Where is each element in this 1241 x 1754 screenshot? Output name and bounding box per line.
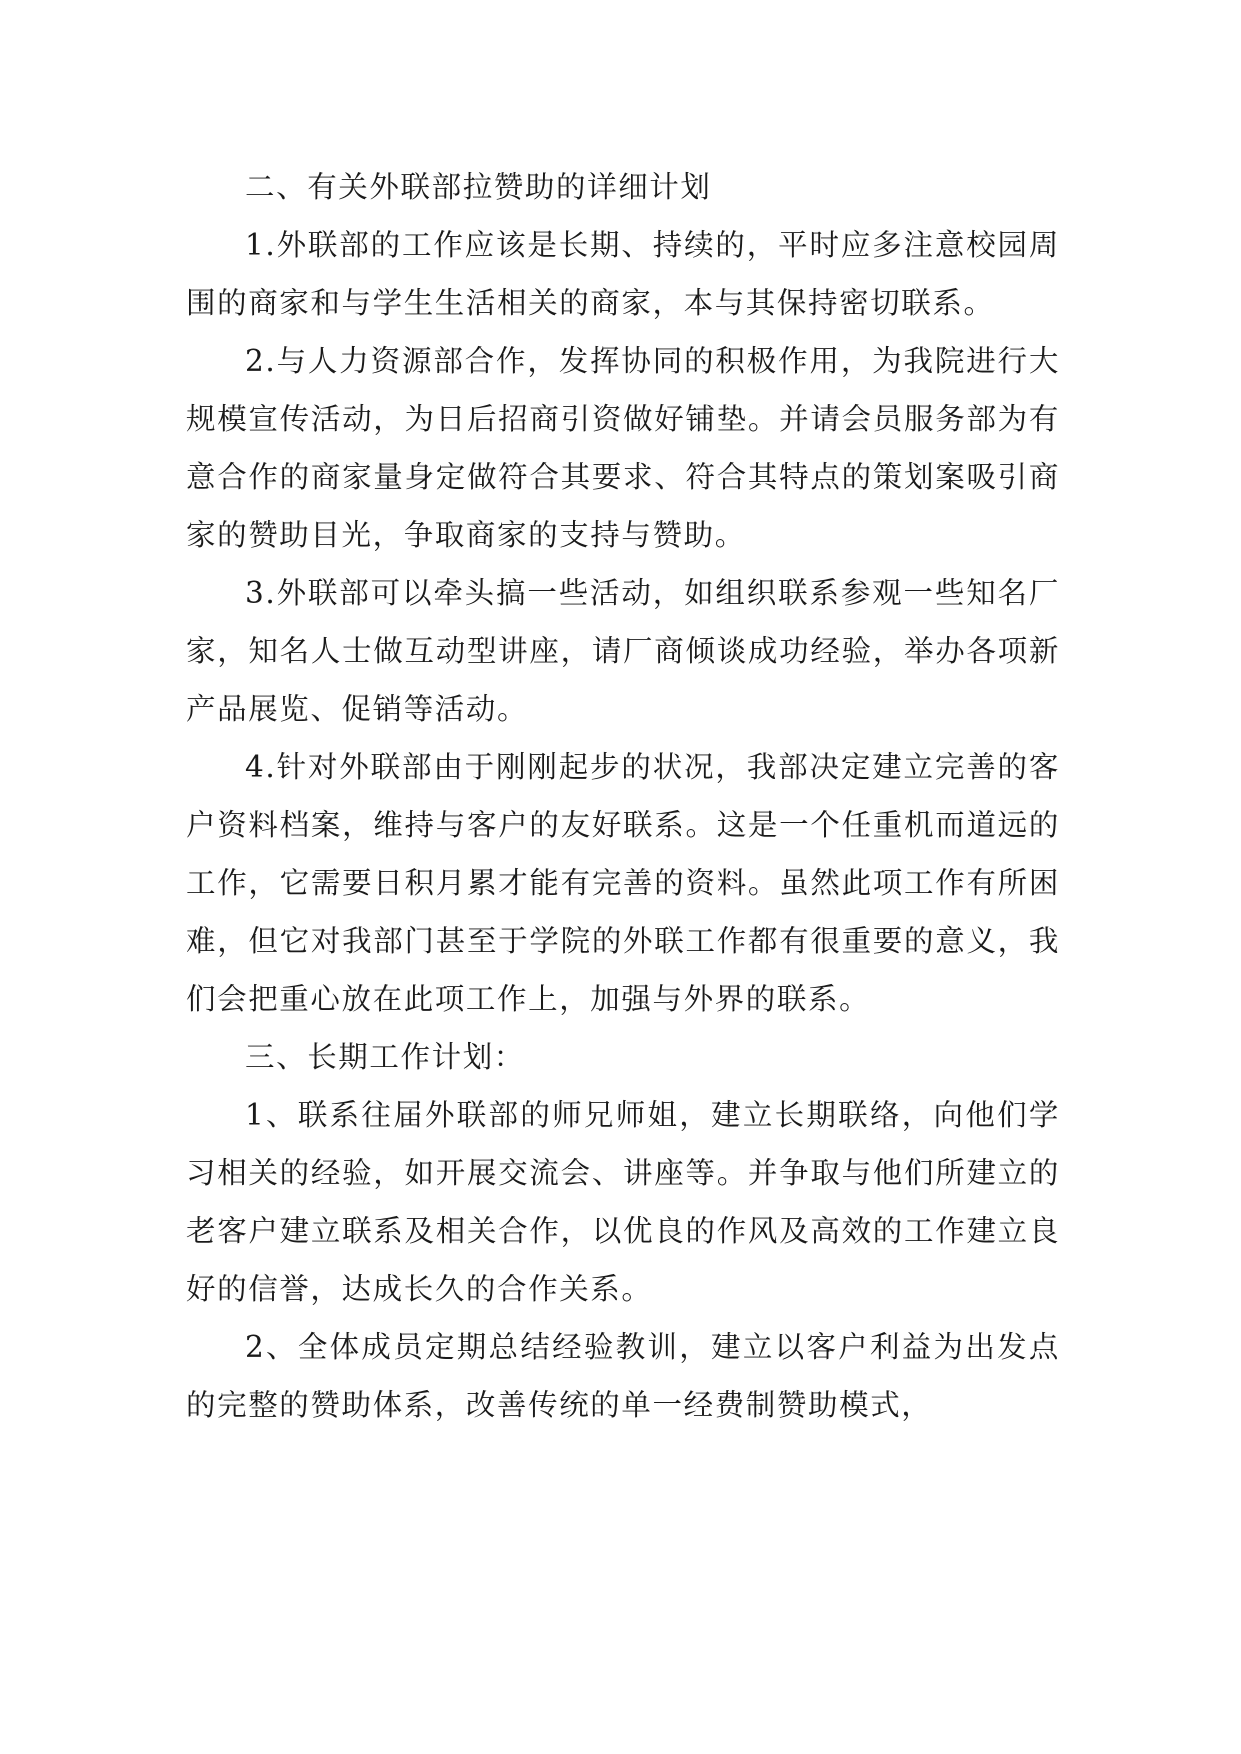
document-body [186, 158, 1060, 1434]
paragraph-long-term-2: 2、全体成员定期总结经验教训，建立以客户利益为出发点的完整的赞助体系，改善传统的单一经费制赞助模式， [186, 1330, 1060, 1422]
section-heading-3: 三、长期工作计划： [245, 1040, 525, 1074]
section-heading-2: 二、有关外联部拉赞助的详细计划 [245, 170, 712, 204]
paragraph-item-1: 1.外联部的工作应该是长期、持续的，平时应多注意校园周围的商家和与学生生活相关的商家，本与其保持密切联系。 [186, 228, 1060, 320]
paragraph-item-2: 2.与人力资源部合作，发挥协同的积极作用，为我院进行大规模宣传活动，为日后招商引资做好铺垫。并请会员服务部为有意合作的商家量身定做符合其要求、符合其特点的策划案吸引商家的赞助目光，争取商家的支持与赞助。 [186, 344, 1060, 552]
paragraph-item-4: 4.针对外联部由于刚刚起步的状况，我部决定建立完善的客户资料档案，维持与客户的友好联系。这是一个任重机而道远的工作，它需要日积月累才能有完善的资料。虽然此项工作有所困难，但它对我部门甚至于学院的外联工作都有很重要的意义，我们会把重心放在此项工作上，加强与外界的联系。 [186, 750, 1060, 1016]
paragraph-item-3: 3.外联部可以牵头搞一些活动，如组织联系参观一些知名厂家，知名人士做互动型讲座，请厂商倾谈成功经验，举办各项新产品展览、促销等活动。 [186, 576, 1060, 726]
paragraph-long-term-1: 1、联系往届外联部的师兄师姐，建立长期联络，向他们学习相关的经验，如开展交流会、讲座等。并争取与他们所建立的老客户建立联系及相关合作，以优良的作风及高效的工作建立良好的信誉，达成长久的合作关系。 [186, 1098, 1060, 1306]
